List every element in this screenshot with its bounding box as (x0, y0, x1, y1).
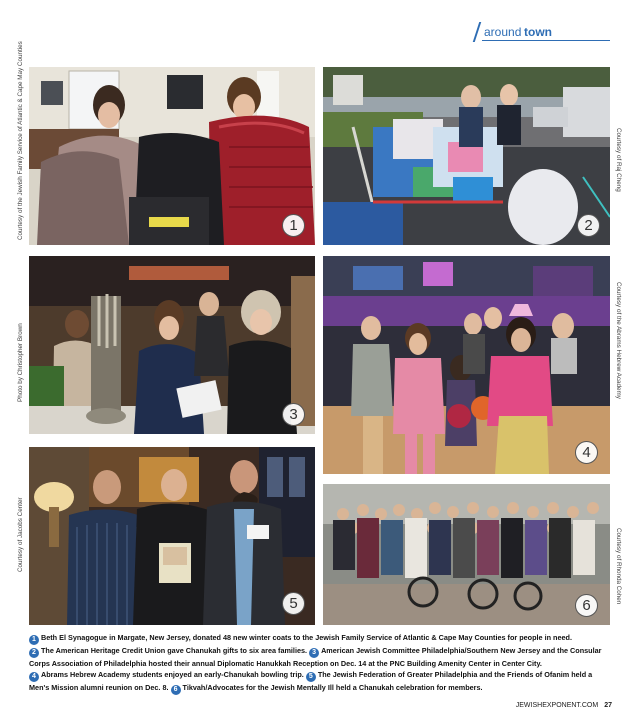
photo-number-badge: 3 (282, 403, 305, 426)
page-number: 27 (604, 702, 612, 709)
header-rule (482, 40, 610, 41)
caption-text: The Jewish Federation of Greater Philadelphia and the Friends of Ofanim held a Men's Mission alumni reunion on Dec. 8. (29, 670, 593, 693)
photo-2-gifts-cart (323, 67, 610, 245)
photo-number-badge: 2 (577, 214, 600, 237)
photo-number-badge: 4 (575, 441, 598, 464)
photo-credit: Courtesy of Rhonda Cohen (615, 528, 622, 605)
header-slash (473, 22, 481, 42)
caption-number-badge: 4 (29, 672, 39, 682)
photo-5-mens-mission (29, 447, 315, 625)
caption-2 (29, 646, 307, 655)
caption-number-badge: 1 (29, 635, 39, 645)
caption-number-badge: 6 (171, 685, 181, 695)
caption-text: Abrams Hebrew Academy students enjoyed an early-Chanukah bowling trip. (41, 670, 304, 680)
caption-1 (29, 633, 572, 642)
caption-block (29, 632, 614, 695)
photo-credit: Courtesy of Raj Cheng (615, 128, 622, 192)
caption-text: The American Heritage Credit Union gave Chanukah gifts to six area families. (41, 646, 308, 655)
caption-number-badge: 2 (29, 648, 39, 658)
caption-number-badge: 3 (309, 648, 319, 658)
photo-number-badge: 5 (282, 592, 305, 615)
photo-4-bowling-trip (323, 256, 610, 474)
photo-number-badge: 1 (282, 214, 305, 237)
section-label-around: around (484, 25, 522, 39)
section-label-town: town (524, 25, 552, 39)
photo-credit: Courtesy of the Abrams Hebrew Academy (615, 282, 622, 399)
photo-number-badge: 6 (575, 594, 598, 617)
caption-4 (29, 670, 304, 679)
photo-6-tikvah-celebration (323, 484, 610, 625)
photo-1-coat-donation (29, 67, 315, 245)
photo-credit: Photo by Christopher Brown (17, 323, 24, 402)
photo-3-hanukkah-reception (29, 256, 315, 434)
caption-6 (171, 683, 483, 692)
page-footer (460, 702, 612, 709)
photo-credit: Courtesy of the Jewish Family Service of Atlantic & Cape May Counties (17, 41, 24, 240)
caption-text: Tikvah/Advocates for the Jewish Mentally Ill held a Chanukah celebration for members. (182, 683, 483, 693)
caption-number-badge: 5 (306, 672, 316, 682)
caption-text: Beth El Synagogue in Margate, New Jersey, donated 48 new winter coats to the Jewish Family Service of Atlantic & Cape May Counties for people in need. (41, 633, 572, 642)
site-url: JEWISHEXPONENT.COM (515, 702, 599, 709)
photo-credit: Courtesy of Jacobs Center (17, 497, 24, 572)
caption-text: American Jewish Committee Philadelphia/Southern New Jersey and the Consular Corps Association of Philadelphia hosted their annual Diplomatic Hanukkah Reception on Dec. 14 at the PNC Building Amenity Center in Center City. (29, 646, 602, 668)
section-header (476, 24, 610, 42)
